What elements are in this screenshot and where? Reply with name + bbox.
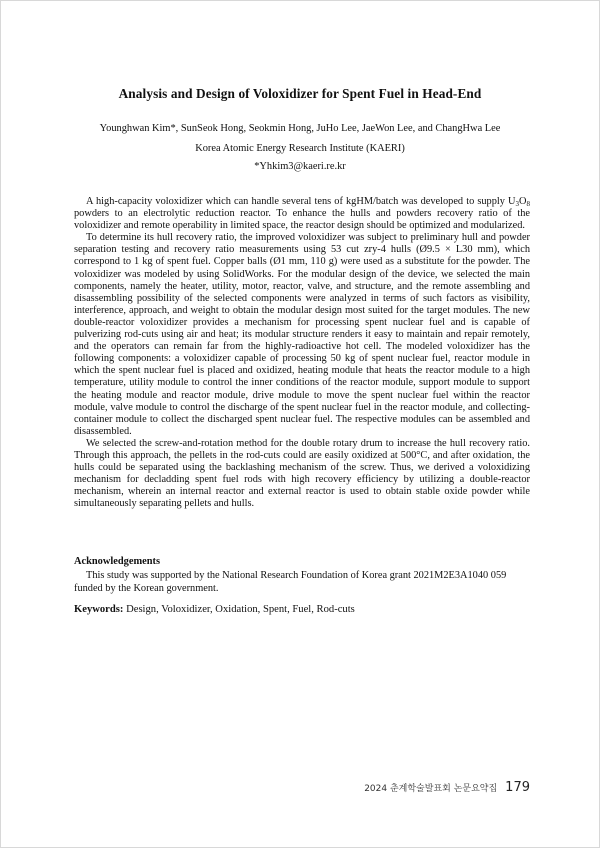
page-number: 179 xyxy=(505,780,530,795)
oxygen-symbol: O xyxy=(519,196,527,207)
paragraph-1-rest: powders to an electrolytic reduction reactor. To enhance the hulls and powders recovery ratio of the voloxidizer and remote operability in limited space, the reactor design should be optimized and modularized. xyxy=(74,208,530,232)
paragraph-2: To determine its hull recovery ratio, the improved voloxidizer was subject to preliminary hull and powder separation testing and recovery ratio measurements using 53 cut zry-4 hulls (Ø9.5 × L30 mm), which correspond to 1 kg of spent fuel. Copper balls (Ø1 mm, 110 g) were used as a substitute for the powder. The voloxidizer was modeled by using SolidWorks. For the modular design of the device, we selected the main components, namely the heater, utility, motor, reactor, valve, and structure, and the remote assembling and disassembling possibility of the selected components were analyzed in terms of such factors as visibility, interference, approach, and weight to obtain the modular design most suited for the target modules. The new double-reactor voloxidizer provides a mechanism for processing spent nuclear fuel and is capable of pulverizing rod-cuts using air and heat; its modular structure renders it easy to maintain and repair remotely, and the operators can remain far from the highly-radioactive hot cell. The modeled voloxidizer has the following components: a voloxidizer capable of processing 50 kg of spent nuclear fuel, reactor module in which the spent nuclear fuel is placed and oxidized, heating module that heats the reactor module to a high temperature, utility module to control the inner conditions of the reactor module, support module to support the heating module and reactor module, drive module to move the spent nuclear fuel within the reactor module, valve module to control the discharge of the spent nuclear fuel in the reactor module, and collecting-container module to collect the discharged spent nuclear fuel. The respective modules can be assembled and disassembled. xyxy=(74,232,530,437)
acknowledgements-text: This study was supported by the National Research Foundation of Korea grant 2021M2E3A1040 059 funded by the Korean government. xyxy=(74,570,507,594)
contact-email[interactable]: *Yhkim3@kaeri.re.kr xyxy=(254,161,346,172)
keywords-list: Design, Voloxidizer, Oxidation, Spent, Fuel, Rod-cuts xyxy=(123,604,355,615)
paper-title: Analysis and Design of Voloxidizer for Spent Fuel in Head-End xyxy=(118,86,482,101)
affiliation: Korea Atomic Energy Research Institute (KAERI) xyxy=(195,143,405,154)
page-footer xyxy=(364,780,530,800)
abstract-body xyxy=(74,196,530,510)
acknowledgements-heading: Acknowledgements xyxy=(74,556,161,567)
subscript-3: 3 xyxy=(515,200,520,208)
subscript-8: 8 xyxy=(526,200,530,208)
paragraph-1 xyxy=(74,196,530,232)
acknowledgements-body xyxy=(74,569,536,595)
keywords-label: Keywords: xyxy=(74,604,124,615)
conference-name: 2024 춘계학술발표회 논문요약집 xyxy=(364,784,498,794)
keywords-line xyxy=(74,604,355,615)
author-list: Younghwan Kim*, SunSeok Hong, Seokmin Hong, JuHo Lee, JaeWon Lee, and ChangHwa Lee xyxy=(99,123,501,134)
paragraph-3: We selected the screw-and-rotation method for the double rotary drum to increase the hull recovery ratio. Through this approach, the pellets in the rod-cuts could are easily oxidized at 500°C, and after oxidation, the hulls could be separated using the backlashing mechanism of the screw. Thus, we derived a voloxidizing mechanism for decladding spent fuel rods with high recovery efficiency by utilizing a double-reactor mechanism, wherein an internal reactor and external reactor is used to obtain stable oxide powder while simultaneously separating pellets and hulls. xyxy=(74,437,530,510)
paragraph-1-start: A high-capacity voloxidizer which can handle several tens of kgHM/batch was developed to supply U xyxy=(86,196,516,207)
